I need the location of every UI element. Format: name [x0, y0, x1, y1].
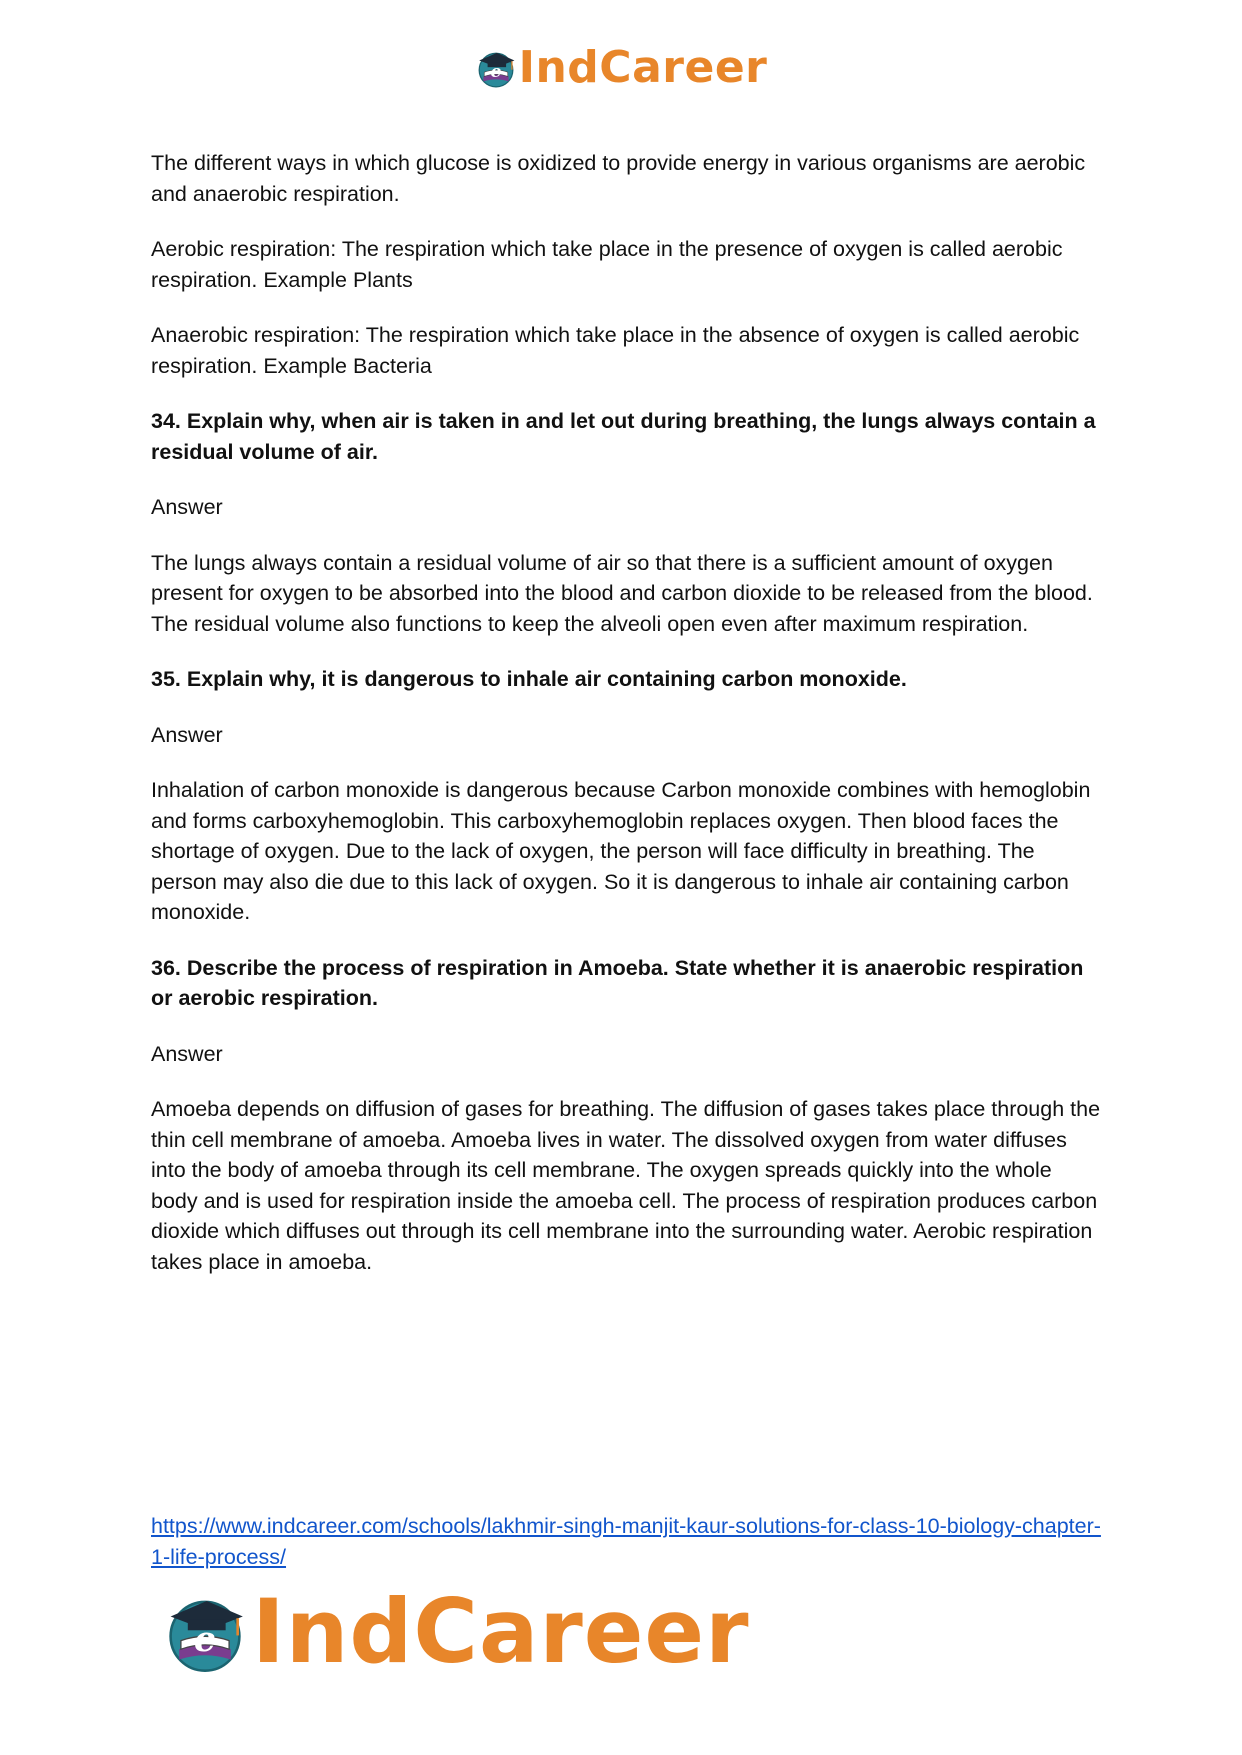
brand-wordmark: IndCareer [518, 42, 768, 93]
paragraph: Anaerobic respiration: The respiration which take place in the absence of oxygen is called aerobic respiration. Example Bacteria [151, 323, 1080, 378]
paragraph: Aerobic respiration: The respiration which take place in the presence of oxygen is called aerobic respiration. Example Plants [151, 237, 1063, 292]
question-heading: 35. Explain why, it is dangerous to inhale air containing carbon monoxide. [151, 667, 907, 691]
source-link[interactable]: https://www.indcareer.com/schools/lakhmir-singh-manjit-kaur-solutions-for-class-10-biology-chapter-1-life-process/ [151, 1514, 1101, 1569]
answer-text: Inhalation of carbon monoxide is dangerous because Carbon monoxide combines with hemoglobin and forms carboxyhemoglobin. This carboxyhemoglobin replaces oxygen. Then blood faces the shortage of oxygen. Due to the lack of oxygen, the person will face difficulty in breathing. The person may also die due to this lack of oxygen. So it is dangerous to inhale air containing carbon monoxide. [151, 778, 1091, 924]
svg-text:e: e [490, 60, 501, 81]
brand-wordmark: IndCareer [252, 1580, 750, 1683]
svg-text:e: e [194, 1619, 216, 1660]
answer-label: Answer [151, 722, 223, 747]
answer-text: The lungs always contain a residual volume of air so that there is a sufficient amount of oxygen present for oxygen to be absorbed into the blood and carbon dioxide to be released from the blood. The residual volume also functions to keep the alveoli open even after maximum respiration. [151, 550, 1093, 636]
graduation-cap-books-globe-icon [475, 47, 517, 89]
header-logo [0, 42, 1242, 93]
document-body [151, 148, 1101, 1302]
answer-label: Answer [151, 495, 223, 519]
paragraph: The different ways in which glucose is oxidized to provide energy in various organisms are aerobic and anaerobic respiration. [151, 151, 1086, 206]
question-heading: 34. Explain why, when air is taken in and let out during breathing, the lungs always contain a residual volume of air. [151, 409, 1096, 464]
answer-text: Amoeba depends on diffusion of gases for breathing. The diffusion of gases takes place through the thin cell membrane of amoeba. Amoeba lives in water. The dissolved oxygen from water diffuses into the body of amoeba through its cell membrane. The oxygen spreads quickly into the whole body and is used for respiration inside the amoeba cell. The process of respiration produces carbon dioxide which diffuses out through its cell membrane into the surrounding water. Aerobic respiration takes place in amoeba. [151, 1097, 1101, 1274]
question-heading: 36. Describe the process of respiration in Amoeba. State whether it is anaerobic respiration or aerobic respiration. [151, 955, 1084, 1010]
answer-label: Answer [151, 1041, 223, 1066]
footer-logo [162, 1580, 750, 1683]
graduation-cap-books-globe-icon [162, 1589, 248, 1675]
